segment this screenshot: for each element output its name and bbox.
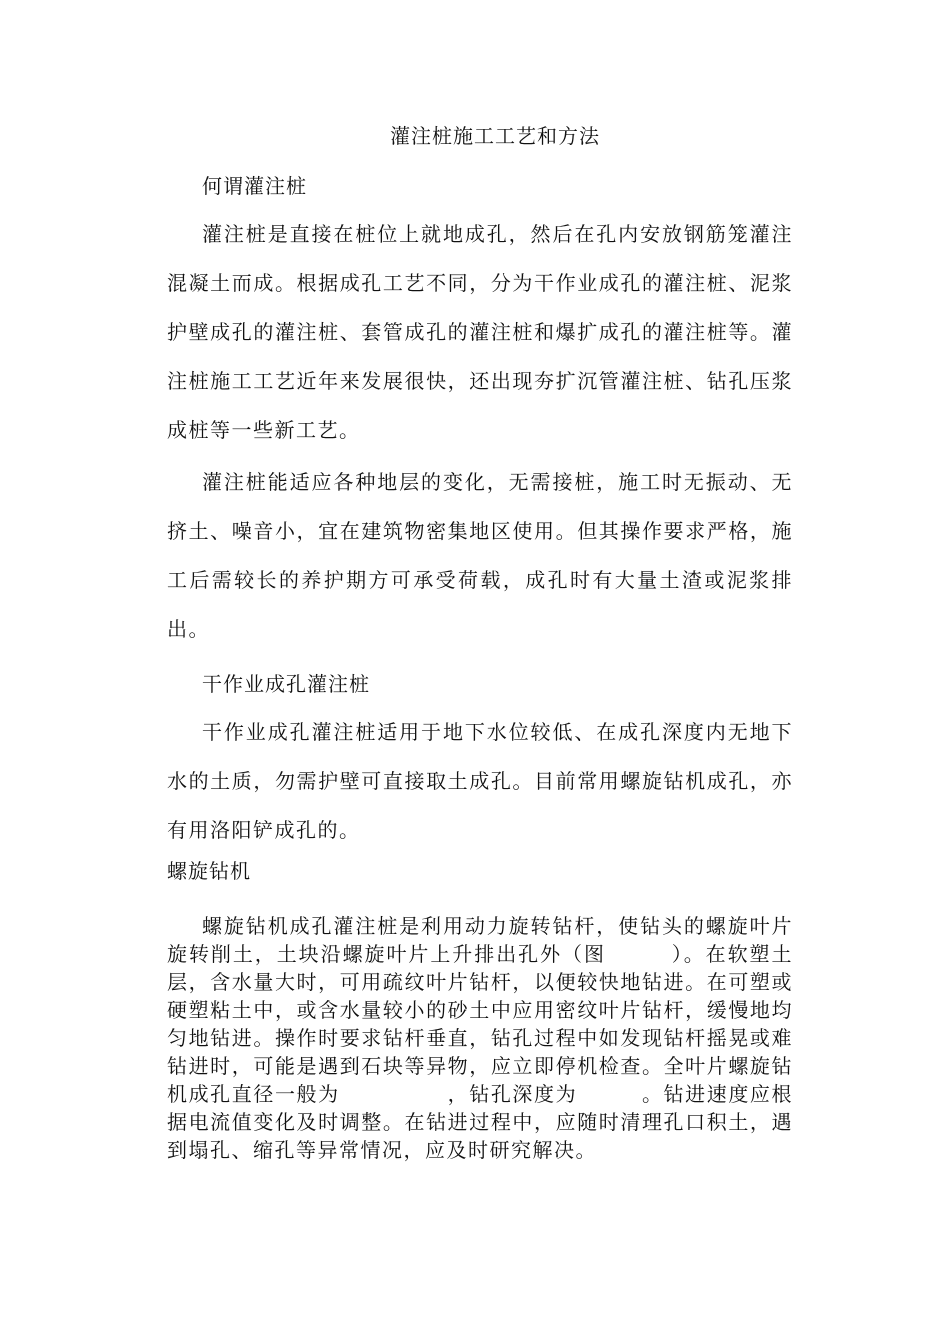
document-title: 灌注桩施工工艺和方法	[390, 124, 600, 148]
paragraph-definition: 灌注桩是直接在桩位上就地成孔，然后在孔内安放钢筋笼灌注混凝土而成。根据成孔工艺不同，分为干作业成孔的灌注桩、泥浆护壁成孔的灌注桩、套管成孔的灌注桩和爆扩成孔的灌注桩等。灌注桩施工工艺近年来发展很快，还出现夯扩沉管灌注桩、钻孔压浆成桩等一些新工艺。	[167, 222, 793, 442]
paragraph-dry-bored: 干作业成孔灌注桩适用于地下水位较低、在成孔深度内无地下水的土质，勿需护壁可直接取土成孔。目前常用螺旋钻机成孔，亦有用洛阳铲成孔的。	[167, 720, 793, 842]
section-heading-dry-bored: 干作业成孔灌注桩	[202, 672, 370, 696]
section-heading-auger-drill: 螺旋钻机	[167, 859, 251, 883]
section-heading-what-is-pile: 何谓灌注桩	[202, 174, 307, 198]
paragraph-auger-drill: 螺旋钻机成孔灌注桩是利用动力旋转钻杆，使钻头的螺旋叶片旋转削土，土块沿螺旋叶片上升排出孔外（图 ）。在软塑土层，含水量大时，可用疏纹叶片钻杆，以便较快地钻进。在可塑或硬塑粘土中，或含水量较小的砂土中应用密纹叶片钻杆，缓慢地均匀地钻进。操作时要求钻杆垂直，钻孔过程中如发现钻杆摇晃或难钻进时，可能是遇到石块等异物，应立即停机检查。全叶片螺旋钻机成孔直径一般为 ，钻孔深度为 。钻进速度应根据电流值变化及时调整。在钻进过程中，应随时清理孔口积土，遇到塌孔、缩孔等异常情况，应及时研究解决。	[167, 914, 793, 1162]
paragraph-characteristics: 灌注桩能适应各种地层的变化，无需接桩，施工时无振动、无挤土、噪音小，宜在建筑物密集地区使用。但其操作要求严格，施工后需较长的养护期方可承受荷载，成孔时有大量土渣或泥浆排出。	[167, 470, 793, 641]
